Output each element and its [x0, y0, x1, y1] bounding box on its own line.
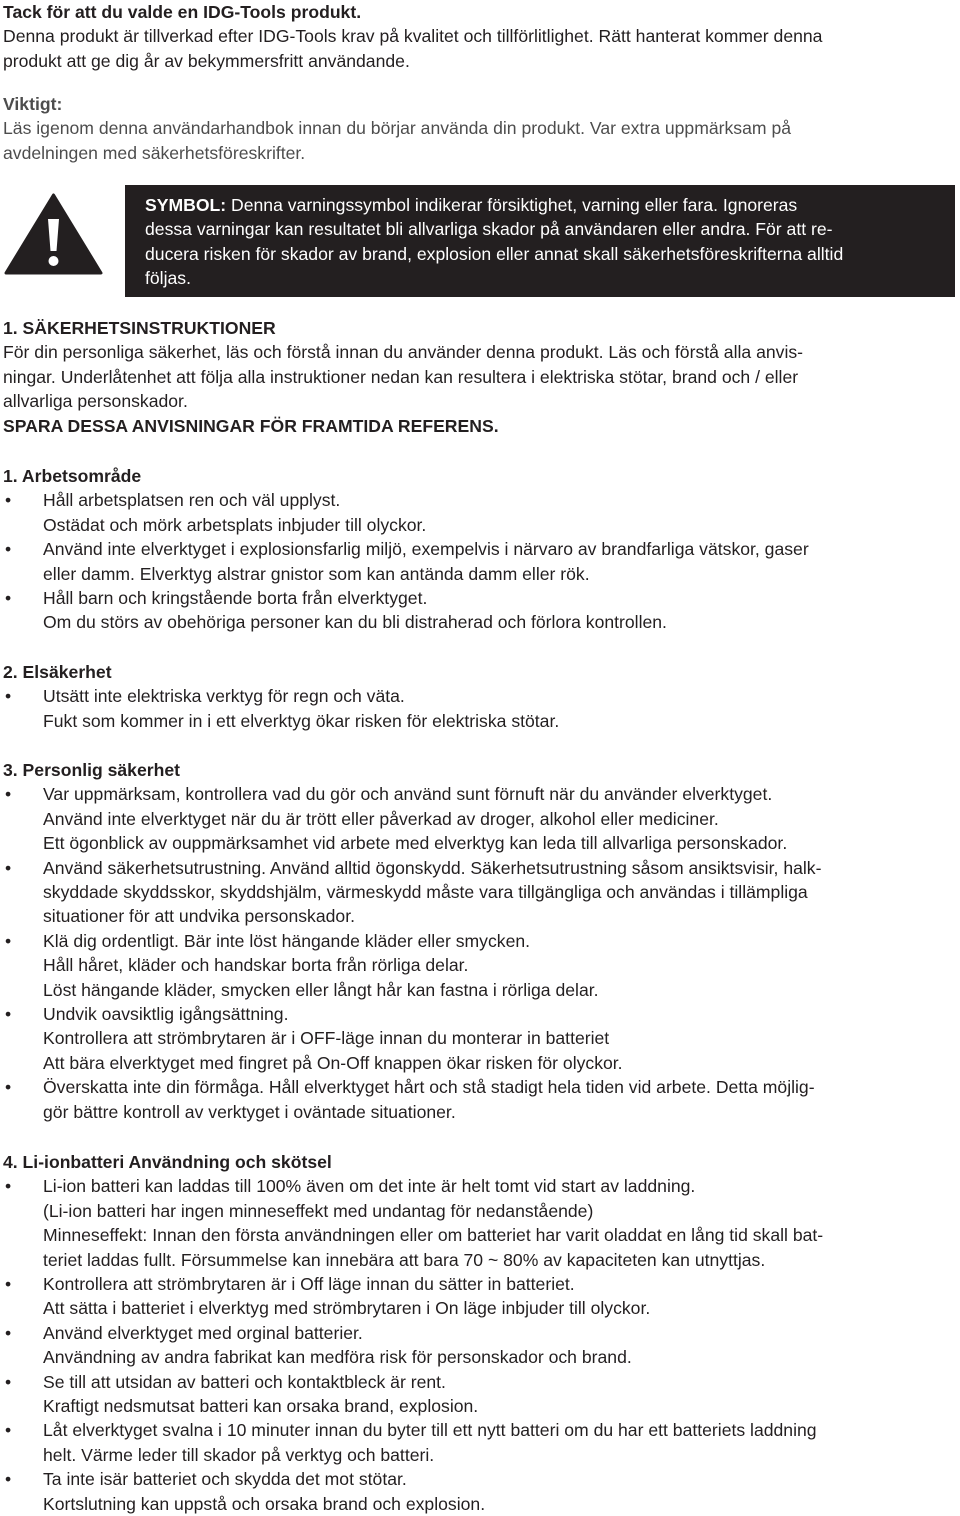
bullet-line: Fukt som kommer in i ett elverktyg ökar risken för elektriska stötar.: [43, 710, 560, 731]
safety-line: ningar. Underlåtenhet att följa alla instruktioner nedan kan resultera i elektriska stötar, brand och / eller: [3, 366, 799, 387]
bullet-line: • Klä dig ordentligt. Bär inte löst hängande kläder eller smycken.: [43, 930, 531, 951]
bullet-line: Att sätta i batteriet i elverktyg med strömbrytaren i On läge inbjuder till olyckor.: [43, 1298, 651, 1319]
bullet-line: Håll håret, kläder och handskar borta från rörliga delar.: [43, 955, 469, 976]
section-heading: 4. Li-ionbatteri Användning och skötsel: [3, 1152, 332, 1172]
bullet-line: Kortslutning kan uppstå och orsaka brand och explosion.: [43, 1493, 486, 1514]
intro-line: Denna produkt är tillverkad efter IDG-Tools krav på kvalitet och tillförlitlighet. Rätt hanterat kommer denna: [3, 26, 823, 47]
bullet-line: gör bättre kontroll av verktyget i oväntade situationer.: [43, 1101, 456, 1122]
section: [3, 464, 956, 635]
bullet-item: [3, 684, 956, 733]
bullet-item: [3, 1174, 956, 1272]
intro-title: Tack för att du valde en IDG-Tools produkt.: [3, 2, 362, 22]
important-heading: Viktigt:: [3, 94, 63, 114]
warning-line: [145, 193, 951, 217]
bullet-item: [3, 1272, 956, 1321]
bullet-line: • Låt elverktyget svalna i 10 minuter innan du byter till ett nytt batteri om du har ett batteriets laddning: [43, 1420, 817, 1441]
safety-instructions: [3, 316, 956, 438]
important-line: avdelningen med säkerhetsföreskrifter.: [3, 142, 306, 163]
safety-heading: 1. SÄKERHETSINSTRUKTIONER: [3, 318, 276, 338]
bullet-line: • Använd säkerhetsutrustning. Använd alltid ögonskydd. Säkerhetsutrustning såsom ansiktsvisir, halk-: [43, 857, 822, 878]
bullet-line: Kontrollera att strömbrytaren är i OFF-läge innan du monterar in batteriet: [43, 1028, 610, 1049]
section-heading: 2. Elsäkerhet: [3, 662, 112, 682]
bullet-item: [3, 537, 956, 586]
bullet-item: [3, 1467, 956, 1516]
bullet-line: • Använd elverktyget med orginal batterier.: [43, 1322, 363, 1343]
bullet-line: • Kontrollera att strömbrytaren är i Off läge innan du sätter in batteriet.: [43, 1274, 575, 1295]
bullet-item: [3, 856, 956, 929]
intro-line: produkt att ge dig år av bekymmersfritt användande.: [3, 50, 410, 71]
bullet-item: [3, 929, 956, 1002]
save-notice: SPARA DESSA ANVISNINGAR FÖR FRAMTIDA REFERENS.: [3, 415, 499, 436]
warning-line: ducera risken för skador av brand, explosion eller annat skall säkerhetsföreskrifterna alltid: [145, 243, 844, 264]
bullet-line: • Använd inte elverktyget i explosionsfarlig miljö, exempelvis i närvaro av brandfarliga vätskor, gaser: [43, 539, 809, 560]
safety-line: För din personliga säkerhet, läs och förstå innan du använder denna produkt. Läs och förstå alla anvis-: [3, 342, 804, 363]
bullet-line: • Se till att utsidan av batteri och kontaktbleck är rent.: [43, 1371, 446, 1392]
warning-triangle-icon: [4, 193, 103, 275]
section-heading: 3. Personlig säkerhet: [3, 760, 180, 780]
bullet-line: • Utsätt inte elektriska verktyg för regn och väta.: [43, 686, 405, 707]
bullet-line: • Var uppmärksam, kontrollera vad du gör och använd sunt förnuft när du använder elverktyget.: [43, 784, 773, 805]
bullet-line: • Undvik oavsiktlig igångsättning.: [43, 1004, 289, 1025]
bullet-line: Använd inte elverktyget när du är trött eller påverkad av droger, alkohol eller mediciner.: [43, 808, 719, 829]
warning-label: SYMBOL:: [145, 195, 227, 215]
bullet-line: Om du störs av obehöriga personer kan du bli distraherad och förlora kontrollen.: [43, 612, 667, 633]
bullet-line: eller damm. Elverktyg alstrar gnistor som kan antända damm eller rök.: [43, 563, 590, 584]
bullet-line: Löst hängande kläder, smycken eller långt hår kan fastna i rörliga delar.: [43, 979, 599, 1000]
bullet-line: teriet laddas fullt. Försummelse kan innebära att bara 70 ~ 80% av kapaciteten kan utnyttjas.: [43, 1249, 766, 1270]
bullet-line: Ett ögonblick av ouppmärksamhet vid arbete med elverktyg kan leda till allvarliga personskador.: [43, 833, 788, 854]
bullet-line: Ostädat och mörk arbetsplats inbjuder till olyckor.: [43, 514, 427, 535]
bullet-line: situationer för att undvika personskador.: [43, 906, 355, 927]
bullet-line: Kraftigt nedsmutsat batteri kan orsaka brand, explosion.: [43, 1396, 479, 1417]
bullet-line: • Överskatta inte din förmåga. Håll elverktyget hårt och stå stadigt hela tiden vid arbete. Detta möjlig-: [43, 1077, 815, 1098]
warning-text: Denna varningssymbol indikerar försiktighet, varning eller fara. Ignoreras: [226, 195, 798, 215]
bullet-item: [3, 586, 956, 635]
bullet-line: • Ta inte isär batteriet och skydda det mot stötar.: [43, 1469, 407, 1490]
bullet-line: Minneseffekt: Innan den första användningen eller om batteriet har varit oladdat en lång tid skall bat-: [43, 1225, 824, 1246]
bullet-item: [3, 1370, 956, 1419]
bullet-item: [3, 488, 956, 537]
warning-line: dessa varningar kan resultatet bli allvarliga skador på användaren eller andra. För att re-: [145, 219, 833, 240]
bullet-item: [3, 782, 956, 855]
section: [3, 758, 956, 1124]
section-heading: 1. Arbetsområde: [3, 466, 142, 486]
bullet-line: helt. Värme leder till skador på verktyg och batteri.: [43, 1444, 435, 1465]
safety-line: allvarliga personskador.: [3, 391, 188, 412]
intro: [3, 0, 956, 73]
bullet-line: Användning av andra fabrikat kan medföra risk för personskador och brand.: [43, 1347, 632, 1368]
important-line: Läs igenom denna användarhandbok innan du börjar använda din produkt. Var extra uppmärksam på: [3, 118, 792, 139]
bullet-item: [3, 1321, 956, 1370]
section: [3, 660, 956, 733]
section: [3, 1150, 956, 1516]
bullet-line: • Li-ion batteri kan laddas till 100% även om det inte är helt tomt vid start av laddning.: [43, 1176, 696, 1197]
bullet-item: [3, 1075, 956, 1124]
bullet-item: [3, 1418, 956, 1467]
important-notice: [3, 92, 956, 165]
bullet-line: (Li-ion batteri har ingen minneseffekt med undantag för nedanstående): [43, 1200, 594, 1221]
bullet-line: • Håll barn och kringstående borta från elverktyget.: [43, 588, 428, 609]
bullet-line: • Håll arbetsplatsen ren och väl upplyst.: [43, 490, 341, 511]
warning-box: [125, 185, 955, 297]
warning-line: följas.: [145, 268, 191, 289]
bullet-item: [3, 1002, 956, 1075]
bullet-line: skyddade skyddsskor, skyddshjälm, värmeskydd måste vara tillgängliga och användas i tillämpliga: [43, 882, 808, 903]
bullet-line: Att bära elverktyget med fingret på On-Off knappen ökar risken för olyckor.: [43, 1052, 623, 1073]
